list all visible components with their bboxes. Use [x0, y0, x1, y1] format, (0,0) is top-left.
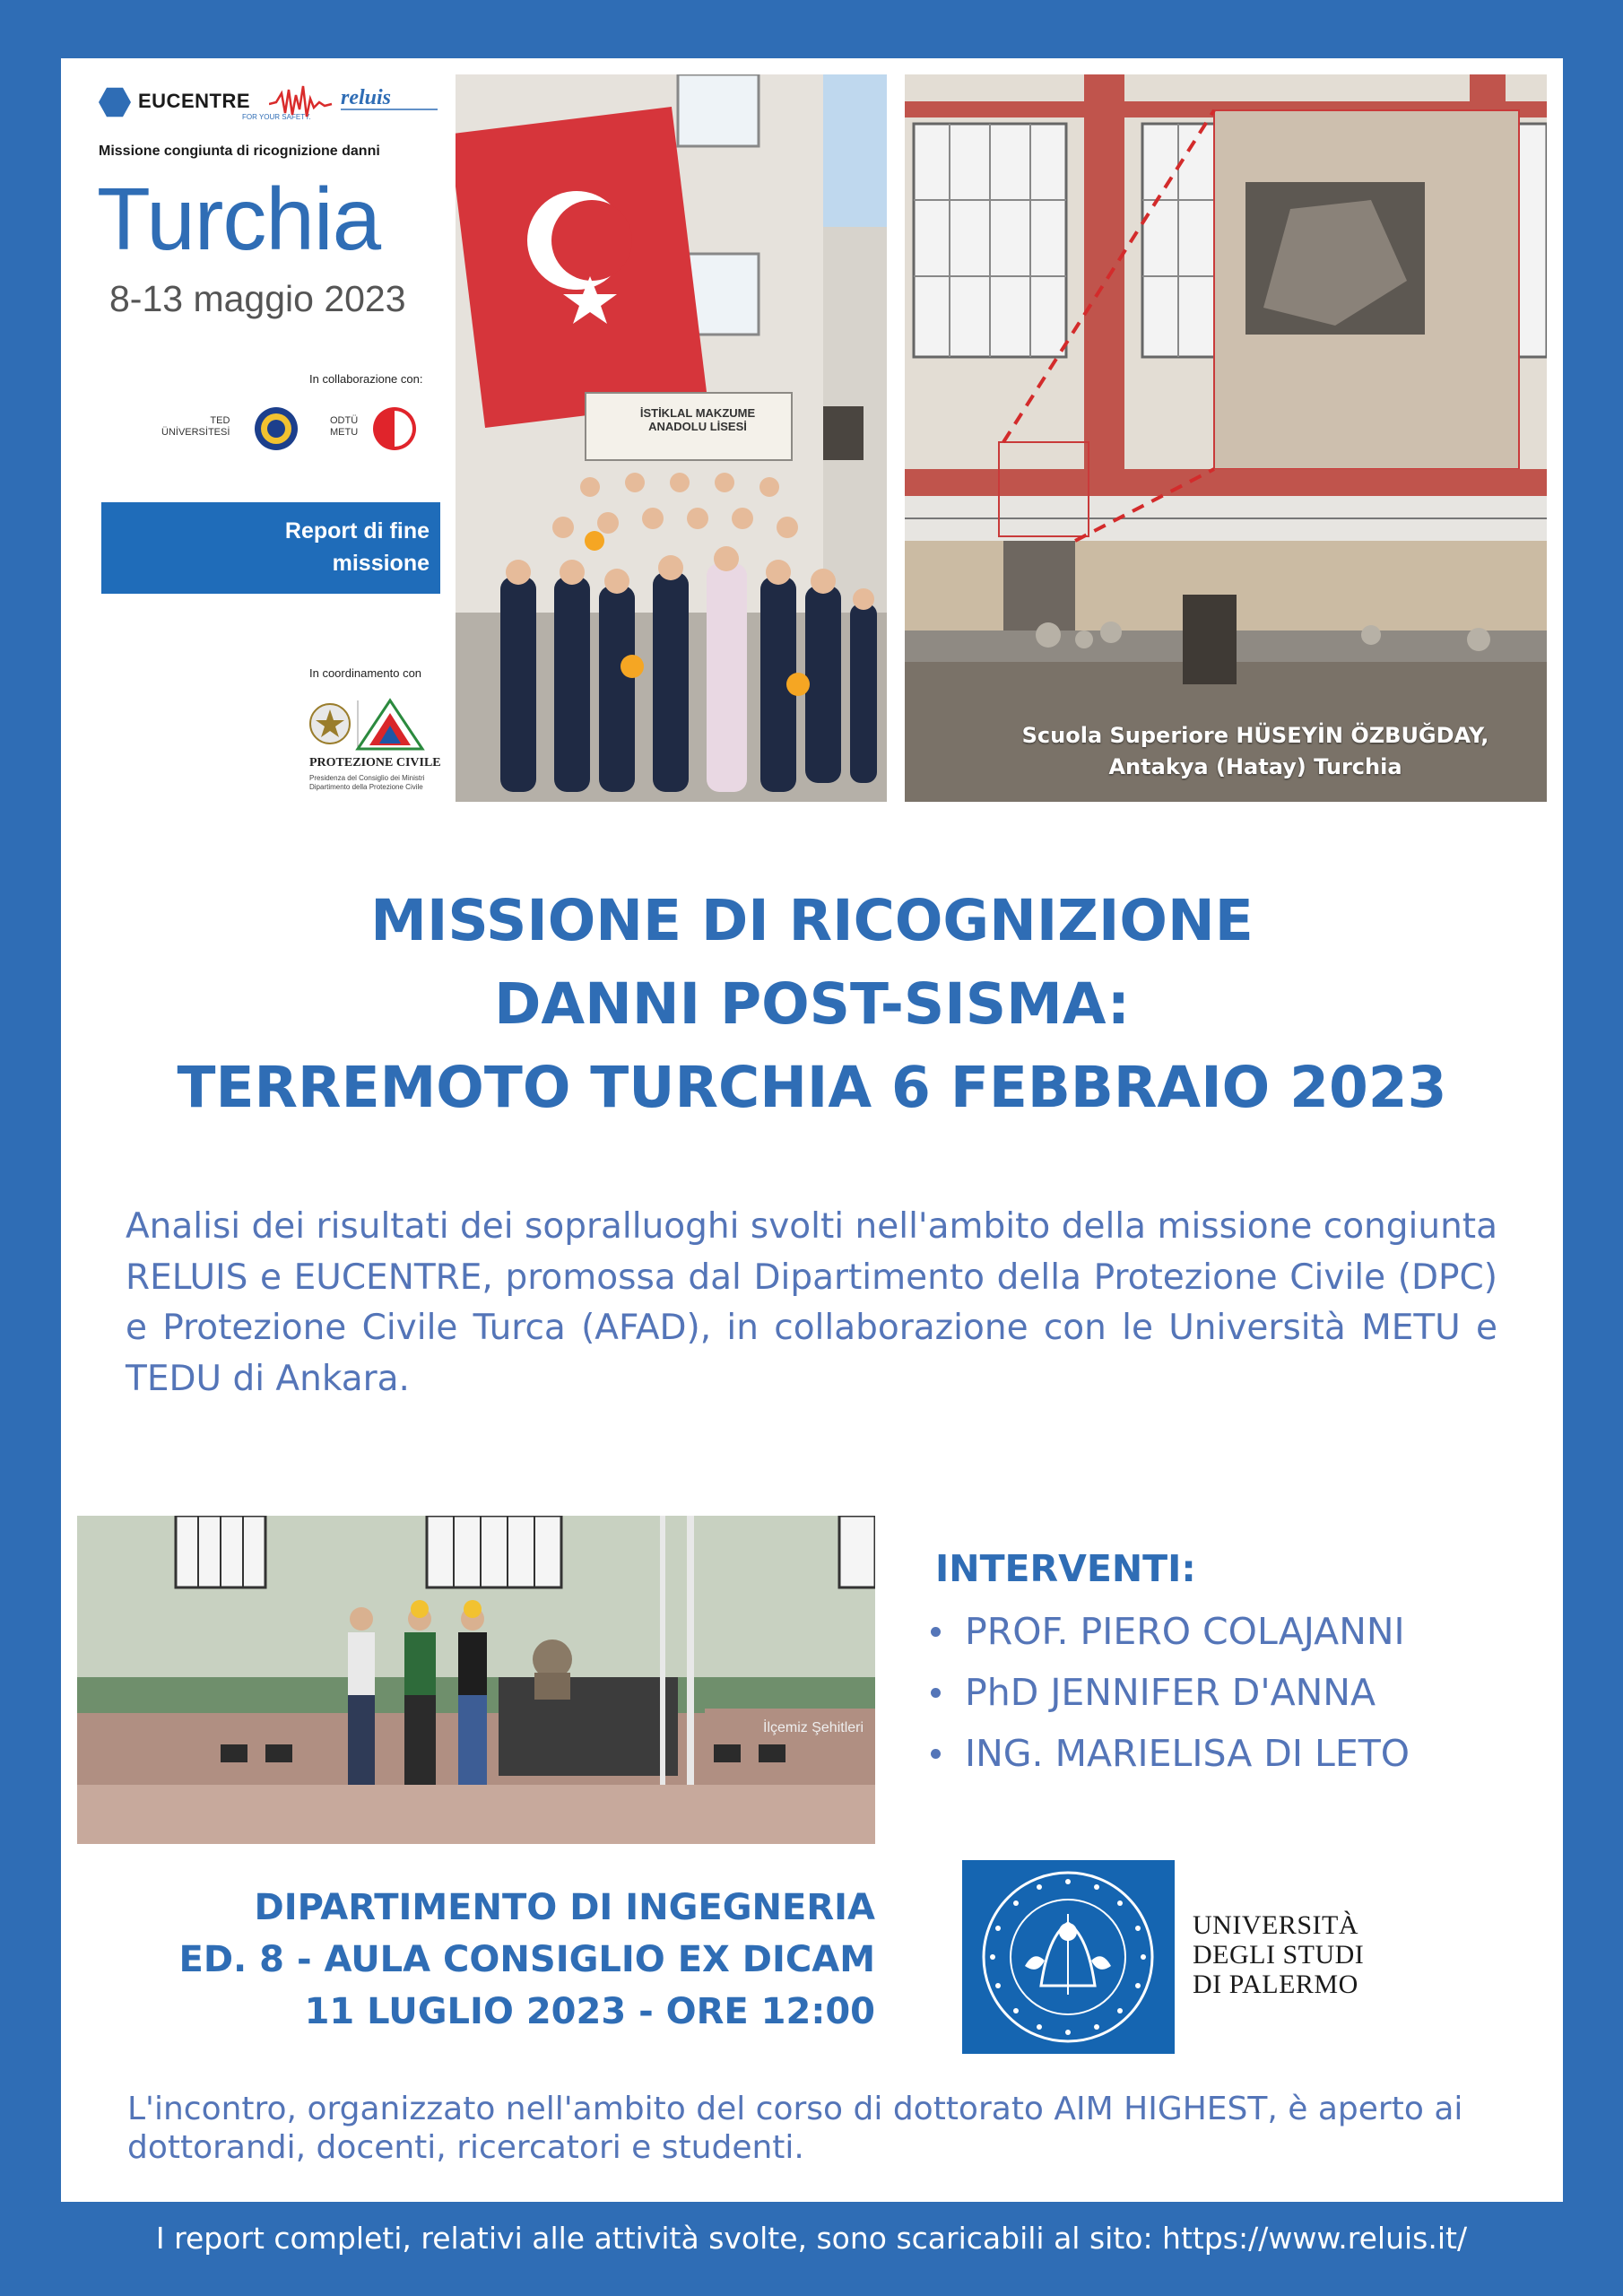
title-line-2: DANNI POST-SISMA: [494, 971, 1130, 1038]
speaker-name: ING. MARIELISA DI LETO [965, 1732, 1410, 1775]
report-label-box [101, 502, 440, 594]
eucentre-logo: EUCENTRE [138, 90, 251, 112]
collaboration-label: In collaborazione con: [309, 372, 423, 386]
bullet-icon [931, 1627, 941, 1637]
speaker-item [931, 1601, 1410, 1662]
memorial-sign-text: İlçemiz Şehitleri [763, 1720, 864, 1735]
speaker-item [931, 1662, 1410, 1723]
memorial-photo [77, 1516, 875, 1844]
ted-label-text: TED ÜNİVERSİTESİ [161, 415, 230, 439]
mission-dates: 8-13 maggio 2023 [109, 278, 406, 319]
speaker-name: PROF. PIERO COLAJANNI [965, 1610, 1405, 1653]
protezione-civile-emblem-icon [308, 695, 433, 754]
event-description: Analisi dei risultati dei sopralluoghi svolti nell'ambito della missione congiunta RELUIS e EUCENTRE, promossa dal Dipartimento della Protezione Civile (DPC) e Protezione Civile Turca (AFAD), in collaborazione con le Università METU e TEDU di Ankara. [126, 1206, 1497, 1399]
odtu-metu-label [330, 415, 358, 439]
venue-line-3: 11 LUGLIO 2023 - ORE 12:00 [304, 1991, 875, 2032]
university-seal [962, 1860, 1175, 2054]
team-photo [456, 74, 887, 802]
university-line-3: DI PALERMO [1193, 1970, 1358, 1999]
damaged-school-illustration [905, 74, 1547, 802]
damaged-school-caption: Scuola Superiore HÜSEYİN ÖZBUĞDAY, Antakya (Hatay) Turchia [1021, 723, 1489, 779]
damaged-school-photo [905, 74, 1547, 802]
eucentre-tagline: FOR YOUR SAFETY. [242, 113, 311, 121]
metu-emblem-icon [371, 405, 418, 452]
university-name [1193, 1910, 1364, 1999]
bullet-icon [931, 1749, 941, 1759]
reluis-logo [269, 83, 439, 120]
university-seal-icon [962, 1860, 1175, 2054]
footer-report-link[interactable]: I report completi, relativi alle attività svolte, sono scaricabili al sito: https://www.reluis.it/ [155, 2221, 1468, 2256]
coordination-label: In coordinamento con [309, 666, 422, 680]
bullet-icon [931, 1688, 941, 1698]
university-line-1: UNIVERSITÀ [1193, 1910, 1358, 1940]
event-venue [61, 1882, 875, 2038]
ted-university-emblem-icon [253, 405, 299, 452]
eucentre-hex-icon [99, 86, 131, 118]
speaker-item [931, 1723, 1410, 1784]
event-title [61, 879, 1563, 1130]
speakers-title: INTERVENTI: [935, 1547, 1196, 1590]
country-title: Turchia [97, 170, 381, 268]
venue-line-1: DIPARTIMENTO DI INGEGNERIA [254, 1887, 875, 1928]
title-line-1: MISSIONE DI RICOGNIZIONE [370, 888, 1254, 953]
ted-university-label [161, 415, 230, 439]
reluis-wordmark: reluis [341, 86, 392, 109]
venue-line-2: ED. 8 - AULA CONSIGLIO EX DICAM [178, 1939, 875, 1980]
event-note: L'incontro, organizzato nell'ambito del corso di dottorato AIM HIGHEST, è aperto ai dottorandi, docenti, ricercatori e studenti. [127, 2091, 1463, 2167]
university-line-2: DEGLI STUDI [1193, 1940, 1365, 1970]
speakers-list [931, 1601, 1410, 1784]
protezione-civile-label: PROTEZIONE CIVILE [309, 756, 441, 770]
partner-logos-row [99, 83, 439, 126]
team-photo-illustration [456, 74, 887, 802]
memorial-illustration [77, 1516, 875, 1844]
school-sign-text: İSTİKLAL MAKZUME ANADOLU LİSESİ [639, 406, 756, 433]
title-line-3: TERREMOTO TURCHIA 6 FEBBRAIO 2023 [177, 1055, 1447, 1121]
protezione-civile-sublabel: Presidenza del Consiglio dei Ministri Dipartimento della Protezione Civile [309, 774, 425, 791]
speaker-name: PhD JENNIFER D'ANNA [965, 1671, 1376, 1714]
report-label: Report di fine missione [284, 518, 430, 577]
mission-subtitle: Missione congiunta di ricognizione danni [99, 144, 380, 159]
odtu-label-text: ODTÜ METU [330, 415, 359, 439]
